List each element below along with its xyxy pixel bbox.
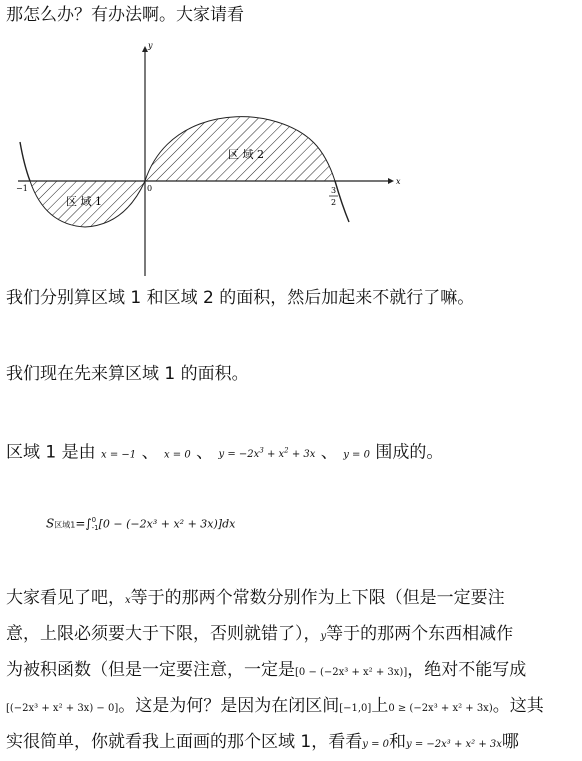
eq-x-minus-one: x = −1 xyxy=(101,449,137,461)
curve-left-tail xyxy=(20,142,30,181)
eq-x-zero: x = 0 xyxy=(163,449,191,461)
tick-three-halves-num: 3 xyxy=(331,186,337,195)
function-area-figure xyxy=(0,30,420,280)
origin-label: 0 xyxy=(147,184,153,193)
paragraph-1: 我们分别算区域 1 和区域 2 的面积，然后加起来不就行了嘛。 xyxy=(6,288,475,308)
region-2-label: 区 域 2 xyxy=(228,148,264,161)
tick-three-halves-den: 2 xyxy=(331,198,337,207)
paragraph-4-line-2: 意，上限必须要大于下限，否则就错了），y等于的那两个东西相减作 xyxy=(6,624,514,644)
region-1-label: 区 域 1 xyxy=(66,195,102,208)
intro-text: 那怎么办？有办法啊。大家请看 xyxy=(6,5,244,25)
eq-y-zero: y = 0 xyxy=(343,449,370,461)
tick-minus-one: −1 xyxy=(16,184,28,193)
paragraph-3: 区域 1 是由 x = −1 、 x = 0 、 $y = -2x^3 + x^2 + 3x$ 、 y = 0 围成的。 xyxy=(6,442,444,463)
paragraph-4-line-1: 大家看见了吧，x等于的那两个常数分别作为上下限（但是一定要注 xyxy=(6,588,505,608)
paragraph-4-line-3: 为被积函数（但是一定要注意，一定是[0 − (−2x³ + x² + 3x)]，绝对不能写成 xyxy=(6,660,527,680)
y-axis-label: y xyxy=(148,41,153,50)
curve-right-tail xyxy=(335,181,349,222)
paragraph-2: 我们现在先来算区域 1 的面积。 xyxy=(6,364,249,384)
eq-cubic: $y = -2x^3 + x^2 + 3x$ xyxy=(218,447,316,461)
paragraph-4-line-5: 实很简单，你就看我上面画的那个区域 1，看看y = 0和y = −2x³ + x² + 3x哪 xyxy=(6,732,519,752)
paragraph-4-line-4: [(−2x³ + x² + 3x) − 0]。这是为何？是因为在闭区间[−1,0]上0 ≥ (−2x³ + x² + 3x)。这其 xyxy=(6,696,544,716)
x-axis-label: x xyxy=(396,177,401,186)
area-integral-formula: S区域1=∫ 0 -1 [0 − (−2x³ + x² + 3x)]dx xyxy=(46,516,236,532)
x-axis-arrow xyxy=(388,178,394,184)
